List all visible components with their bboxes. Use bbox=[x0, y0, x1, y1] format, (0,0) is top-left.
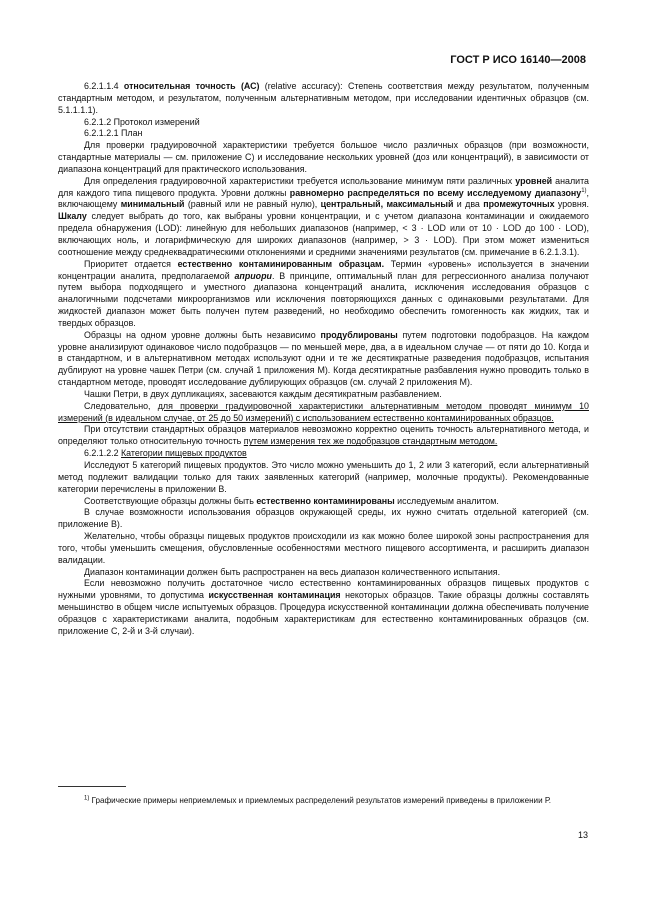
text: следует выбрать до того, как выбраны уровни концентрации, и с учетом диапазона контаминации и ожидаемого предела обнаружения (LOD): линейную для небольших диапазонов (например, < 3 · LOD или от 10 · LOD до 100 · LOD), включающих ноль, и логарифмическую для широких диапазонов (например, > 3 · LOD). При этом может измениться соотношение между среднеквадратическими отклонениями и средними значениями результатов (см. примечание в 6.2.1.3.1). bbox=[58, 211, 589, 257]
paragraph-relative-accuracy bbox=[58, 81, 589, 117]
text: . В принципе, оптимальный план для регрессионного анализа получают путем выбора подходящего и уместного диапазона концентраций аналита, исключения исследования образцов с аналогичными подсчетами микроорганизмов или исключения повторяющихся данных с одинаковыми результатами. Для жидкостей диапазон может быть получен путем разведений, но необходимо обеспечить гомогенность как жидких, так и твердых образцов. bbox=[58, 270, 589, 328]
paragraph-five-categories: Исследуют 5 категорий пищевых продуктов. Это число можно уменьшить до 1, 2 или 3 категорий, если альтернативный метод подлежит валидации только для таких заявленных категорий (например, молочные продукты). Рекомендованные категории перечислены в приложении В. bbox=[58, 460, 589, 494]
text: При отсутствии стандартных образцов материалов невозможно корректно оценить точность альтернативного метода, и определяют только относительную точность bbox=[58, 424, 589, 447]
definition-text: (relative accuracy): Степень соответствия между результатом, полученным стандартным методом, и результатом, полученным альтернативным методом, при исследовании идентичных образцов (см. 5.1.1.1.1). bbox=[58, 81, 589, 115]
footnote-text: Графические примеры неприемлемых и приемлемых распределений результатов измерений приведены в приложении Р. bbox=[89, 796, 551, 805]
footnote-ref: 1) bbox=[581, 187, 587, 194]
text: , включающему bbox=[58, 187, 589, 210]
text: Термин «уровень» используется в значении концентрации аналита, предполагаемой bbox=[58, 258, 589, 281]
bold-text: искусственная контаминация bbox=[208, 590, 341, 601]
bold-text: естественно контаминированы bbox=[256, 495, 395, 506]
bold-text: уровней bbox=[515, 175, 553, 186]
footnote bbox=[58, 795, 589, 806]
bold-text: равномерно распределяться по всему исследуемому диапазону bbox=[289, 187, 582, 198]
text: Если невозможно получить достаточное число естественно контаминированных образцов пищевых продуктов с нужными уровнями, то допустима bbox=[58, 578, 589, 601]
text: исследуемым аналитом. bbox=[394, 495, 499, 506]
text: путем подготовки подобразцов. На каждом уровне анализируют одинаковое число подобразцов — по меньшей мере, два, а в идеальном случае — от пяти до 10. Когда и в стандартном, и в альтернативном методах используют одни и те же десятикратные разведения подобразцов, испытания дублируют на уровне чашек Петри (см. случай 1 приложения М). Когда десятикратные разбавления нужно проводить только в стандартном методе, проводят исследование дублирующих образцов (см. случай 2 приложения М). bbox=[58, 329, 589, 388]
bold-italic-text: априори bbox=[234, 270, 272, 281]
paragraph-distribution-zone: Желательно, чтобы образцы пищевых продуктов происходили из как можно более широкой зоны распространения для того, чтобы уменьшить смещения, обусловленные особенностями местного пищевого ассортимента, и расширить диапазон валидации. bbox=[58, 531, 589, 565]
bold-text: центральный, максимальный bbox=[320, 199, 454, 210]
footnote-separator bbox=[58, 786, 126, 787]
bold-text: естественно контаминированным образцам. bbox=[177, 258, 385, 269]
clause-number: 6.2.1.2.2 bbox=[84, 448, 122, 459]
text: некоторых образцов. Такие образцы должны составлять меньшинство в общем числе испытуемых образцов. Процедура искусственной контаминации должна обеспечивать получение образцов с характеристиками аналита, подобным характеристикам для естественно контаминированных образцов (см. приложение С, 2-й и 3-й случаи). bbox=[58, 590, 589, 636]
term-bold: относительная точность (АС) bbox=[123, 81, 260, 91]
text: уровня. bbox=[554, 199, 589, 210]
text: (равный или не равный нулю), bbox=[184, 199, 321, 210]
underlined-text: для проверки градуировочной характеристики альтернативным методом проводят минимум 10 измерений (в идеальном случае, от 25 до 50 измерений) с использованием естественно контаминированных образцов. bbox=[58, 400, 589, 423]
paragraph-artificial-contamination bbox=[58, 578, 589, 637]
bold-text: продублированы bbox=[320, 329, 398, 340]
paragraph-samples-contaminated bbox=[58, 496, 589, 508]
page-number: 13 bbox=[577, 830, 588, 840]
text: и два bbox=[453, 199, 484, 210]
bold-text: минимальный bbox=[120, 199, 185, 210]
paragraph-duplication bbox=[58, 330, 589, 389]
document-header: ГОСТ Р ИСО 16140—2008 bbox=[450, 54, 586, 66]
paragraph-relative-accuracy-only bbox=[58, 424, 589, 448]
text: Образцы на одном уровне должны быть независимо bbox=[84, 329, 321, 340]
paragraph-calibration-samples: Для проверки градуировочной характеристики требуется большое число различных образцов (при возможности, стандартные материалы — см. приложение С) и исследование нескольких уровней (доз или концентраций), в зависимости от диапазона концентраций для практического использования. bbox=[58, 140, 589, 174]
bold-text: Шкалу bbox=[58, 211, 87, 222]
paragraph-natural-contamination bbox=[58, 259, 589, 330]
footnote-mark: 1) bbox=[84, 795, 90, 802]
page-body bbox=[58, 81, 589, 638]
paragraph-contamination-range: Диапазон контаминации должен быть распространен на весь диапазон количественного испытания. bbox=[84, 566, 501, 577]
paragraph-petri-dishes: Чашки Петри, в двух дупликациях, засеваются каждым десятикратным разбавлением. bbox=[84, 388, 442, 399]
paragraph-levels bbox=[58, 176, 589, 259]
underlined-text: путем измерения тех же подобразцов стандартным методом. bbox=[243, 436, 498, 447]
text: Соответствующие образцы должны быть bbox=[84, 495, 257, 506]
bold-text: промежуточных bbox=[483, 199, 555, 210]
text: Для определения градуировочной характеристики требуется использование минимум пяти различных bbox=[84, 175, 516, 186]
underlined-text: Категории пищевых продуктов bbox=[121, 448, 247, 459]
paragraph-environment-samples: В случае возможности использования образцов окружающей среды, их нужно считать отдельной категорией (см. приложение В). bbox=[58, 507, 589, 530]
clause-heading-food-categories bbox=[58, 448, 589, 460]
text: Следовательно, bbox=[84, 400, 158, 411]
clause-number: 6.2.1.1.4 bbox=[84, 81, 124, 91]
clause-heading-plan: 6.2.1.2.1 План bbox=[84, 128, 143, 139]
text: аналита для каждого типа пищевого продукта. Уровни должны bbox=[58, 175, 589, 198]
paragraph-minimum-measurements bbox=[58, 401, 589, 425]
text: Приоритет отдается bbox=[84, 258, 178, 269]
clause-heading-protocol: 6.2.1.2 Протокол измерений bbox=[84, 116, 200, 127]
